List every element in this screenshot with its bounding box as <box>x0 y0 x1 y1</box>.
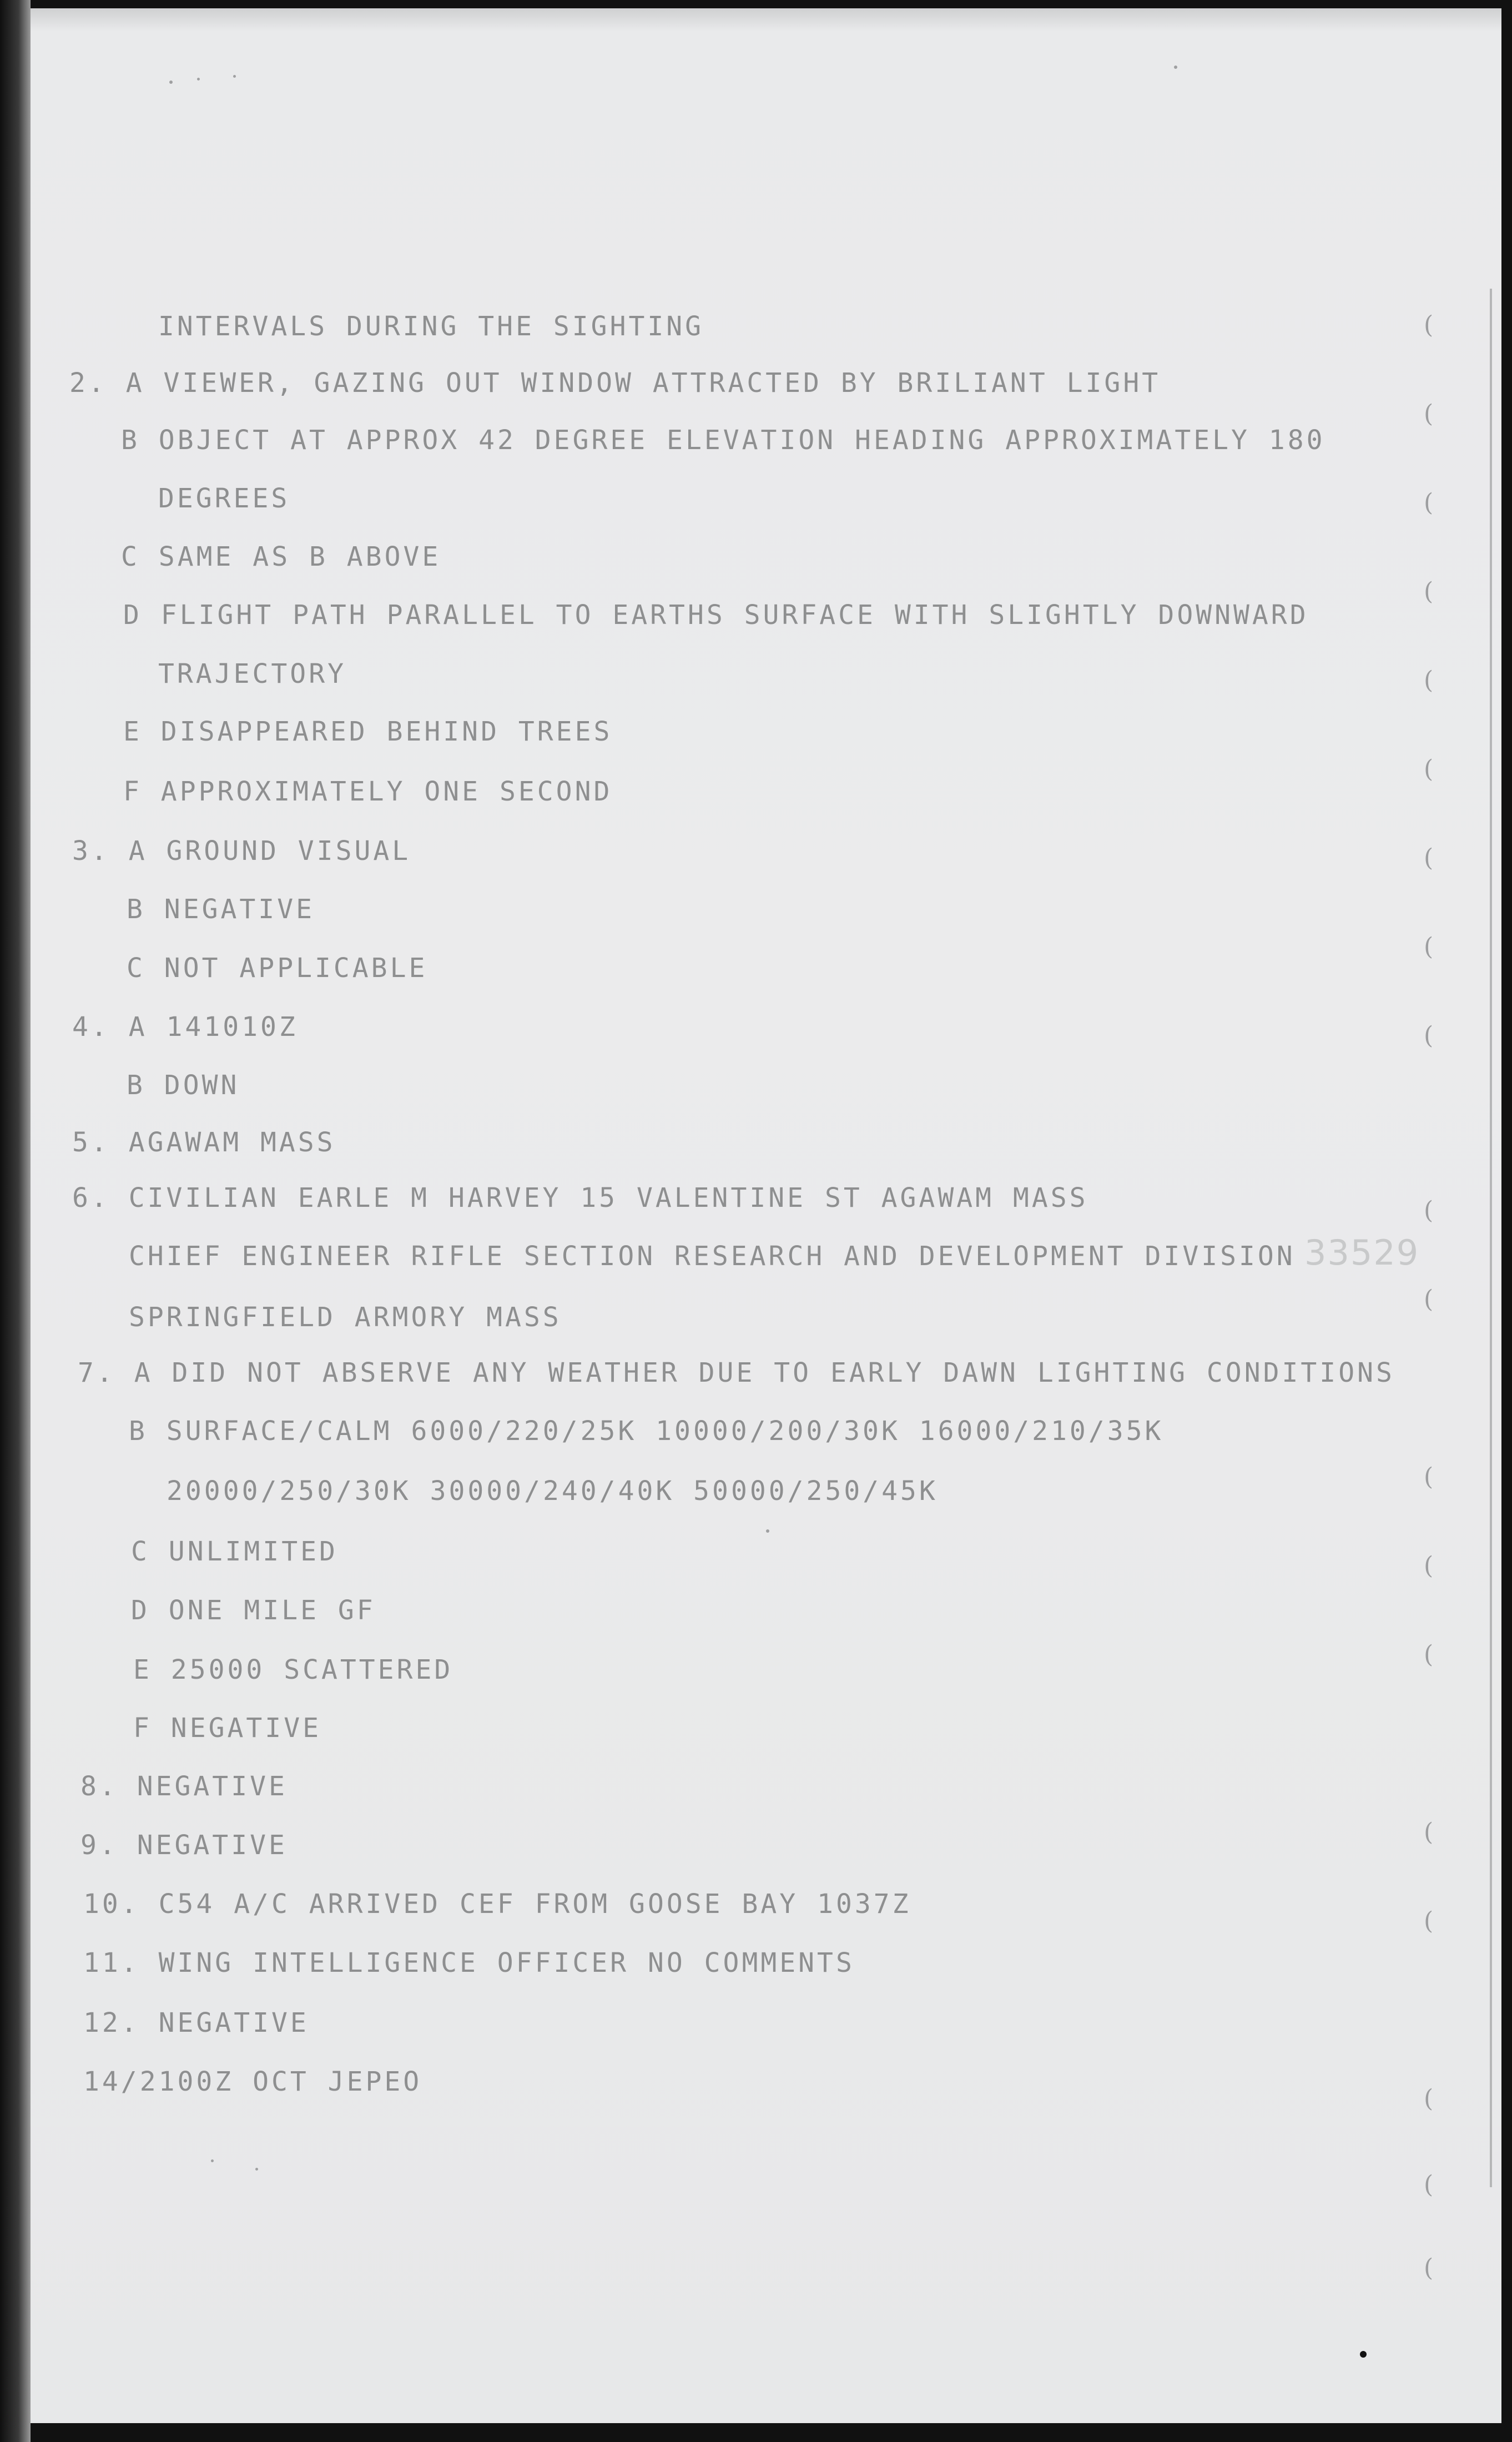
dust-speck <box>169 80 173 84</box>
text-line: D FLIGHT PATH PARALLEL TO EARTHS SURFACE WITH SLIGHTLY DOWNWARD <box>123 600 1309 631</box>
text-line: E 25000 SCATTERED <box>133 1654 453 1685</box>
dust-speck <box>255 2168 258 2171</box>
margin-mark: ( <box>1424 1021 1434 1050</box>
margin-mark: ( <box>1424 755 1434 783</box>
text-line: C NOT APPLICABLE <box>127 953 428 984</box>
text-line: 8. NEGATIVE <box>80 1771 288 1802</box>
margin-mark: ( <box>1424 311 1434 339</box>
text-line: 11. WING INTELLIGENCE OFFICER NO COMMENTS <box>83 1947 855 1978</box>
ink-dot <box>1360 2351 1367 2358</box>
margin-mark: ( <box>1424 1285 1434 1313</box>
dust-speck <box>766 1529 769 1533</box>
text-line: INTERVALS DURING THE SIGHTING <box>158 311 704 342</box>
margin-mark: ( <box>1424 1818 1434 1846</box>
text-line: SPRINGFIELD ARMORY MASS <box>129 1302 562 1333</box>
text-line: 14/2100Z OCT JEPEO <box>83 2066 422 2097</box>
margin-mark: ( <box>1424 489 1434 517</box>
margin-mark: ( <box>1424 666 1434 694</box>
margin-mark: ( <box>1424 2084 1434 2113</box>
text-line: B OBJECT AT APPROX 42 DEGREE ELEVATION HEADING APPROXIMATELY 180 <box>121 425 1325 456</box>
margin-mark: ( <box>1424 844 1434 872</box>
margin-mark: ( <box>1424 1907 1434 1935</box>
text-line: 2. A VIEWER, GAZING OUT WINDOW ATTRACTED BY BRILIANT LIGHT <box>69 367 1161 399</box>
text-line: 4. A 141010Z <box>72 1011 298 1043</box>
margin-mark: ( <box>1424 1640 1434 1669</box>
text-line: B DOWN <box>127 1070 240 1101</box>
text-line: 5. AGAWAM MASS <box>72 1127 336 1158</box>
margin-mark: ( <box>1424 1463 1434 1491</box>
text-line: 9. NEGATIVE <box>80 1830 288 1861</box>
margin-mark: ( <box>1424 577 1434 606</box>
text-line: 20000/250/30K 30000/240/40K 50000/250/45K <box>167 1476 938 1507</box>
margin-mark: ( <box>1424 400 1434 428</box>
text-line: D ONE MILE GF <box>131 1595 376 1626</box>
dust-speck <box>233 75 236 78</box>
margin-mark: ( <box>1424 1552 1434 1580</box>
text-line: B SURFACE/CALM 6000/220/25K 10000/200/30K 16000/210/35K <box>129 1416 1164 1447</box>
text-line: B NEGATIVE <box>127 894 315 925</box>
text-line: C SAME AS B ABOVE <box>121 541 441 572</box>
margin-mark: ( <box>1424 2254 1434 2282</box>
dust-speck <box>1174 66 1177 69</box>
text-line: F APPROXIMATELY ONE SECOND <box>123 776 613 807</box>
dust-speck <box>211 2159 214 2162</box>
text-line: C UNLIMITED <box>131 1536 338 1567</box>
text-line: 12. NEGATIVE <box>83 2007 309 2038</box>
text-line: 7. A DID NOT ABSERVE ANY WEATHER DUE TO EARLY DAWN LIGHTING CONDITIONS <box>78 1357 1395 1388</box>
text-line: E DISAPPEARED BEHIND TREES <box>123 716 613 747</box>
text-line: DEGREES <box>158 483 290 514</box>
paper-top-shadow <box>31 8 1501 31</box>
text-line: 10. C54 A/C ARRIVED CEF FROM GOOSE BAY 1037Z <box>83 1889 911 1920</box>
dust-speck <box>197 78 200 80</box>
text-line: TRAJECTORY <box>158 658 346 689</box>
margin-mark: ( <box>1424 933 1434 961</box>
text-line: CHIEF ENGINEER RIFLE SECTION RESEARCH AND DEVELOPMENT DIVISION <box>129 1241 1296 1272</box>
file-number-stamp: 33529 <box>1304 1232 1420 1273</box>
margin-mark: ( <box>1424 1196 1434 1225</box>
text-line: 3. A GROUND VISUAL <box>72 835 411 867</box>
right-margin-rule <box>1490 289 1492 2187</box>
margin-mark: ( <box>1424 2171 1434 2199</box>
text-line: 6. CIVILIAN EARLE M HARVEY 15 VALENTINE ST AGAWAM MASS <box>72 1182 1088 1214</box>
text-line: F NEGATIVE <box>133 1713 321 1744</box>
